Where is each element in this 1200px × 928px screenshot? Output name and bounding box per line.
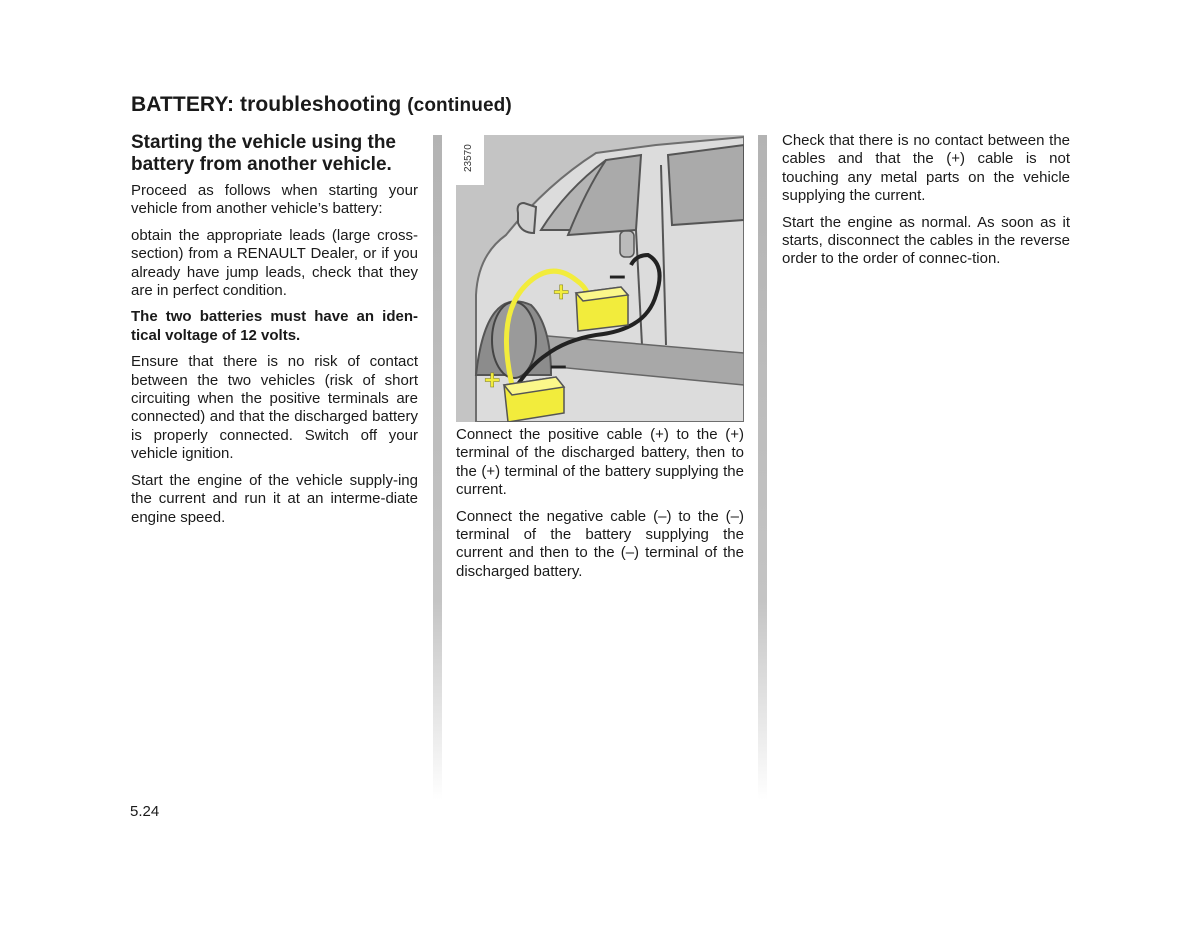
section-title: Starting the vehicle using the battery from another vehicle. [131, 132, 396, 175]
connect-negative-paragraph: Connect the negative cable (–) to the (–) terminal of the battery supplying the current and then to the (–) terminal of the discharged battery. [456, 507, 744, 580]
jump-start-illustration [456, 135, 744, 422]
connect-positive-paragraph: Connect the positive cable (+) to the (+) terminal of the discharged battery, then to the (+) terminal of the battery supplying the current. [456, 426, 744, 499]
start-disconnect-paragraph: Start the engine as normal. As soon as it starts, disconnect the cables in the reverse order to the order of connec-tion. [782, 213, 1070, 268]
figure-number: 23570 [463, 144, 474, 172]
leads-paragraph: obtain the appropriate leads (large cross-section) from a RENAULT Dealer, or if you already have jump leads, check that they are in perfect condition. [131, 226, 418, 300]
column-left [131, 132, 418, 535]
column-divider-right [758, 135, 767, 800]
page-title [131, 93, 512, 117]
side-mirror [518, 203, 536, 233]
intro-paragraph: Proceed as follows when starting your vehicle from another vehicle’s battery: [131, 182, 418, 218]
contact-paragraph: Ensure that there is no risk of contact between the two vehicles (risk of short circuiting when the positive terminals are connected) and that the discharged battery is properly connected. Switch off your vehicle ignition. [131, 353, 418, 463]
minus-sign-top: – [609, 259, 626, 292]
check-contact-paragraph: Check that there is no contact between the cables and that the (+) cable is not touching any metal parts on the vehicle supplying the current. [782, 132, 1070, 205]
minus-sign-bottom: – [550, 349, 567, 382]
voltage-warning: The two batteries must have an iden-tical voltage of 12 volts. [131, 308, 418, 344]
start-engine-paragraph: Start the engine of the vehicle supply-ing the current and run it at an interme-diate engine speed. [131, 471, 418, 526]
column-middle [456, 135, 744, 589]
page-number: 5.24 [130, 803, 160, 820]
van-batteries-drawing [456, 135, 744, 422]
page-title-continued: (continued) [407, 95, 512, 116]
plus-sign-top: + [553, 276, 570, 307]
battery-supplying [576, 287, 628, 331]
plus-sign-bottom: + [484, 364, 501, 395]
door-handle [620, 231, 634, 257]
column-divider-left [433, 135, 442, 800]
column-right [782, 132, 1070, 277]
page-title-main: BATTERY: troubleshooting [131, 93, 402, 116]
side-window-rear [668, 145, 744, 225]
